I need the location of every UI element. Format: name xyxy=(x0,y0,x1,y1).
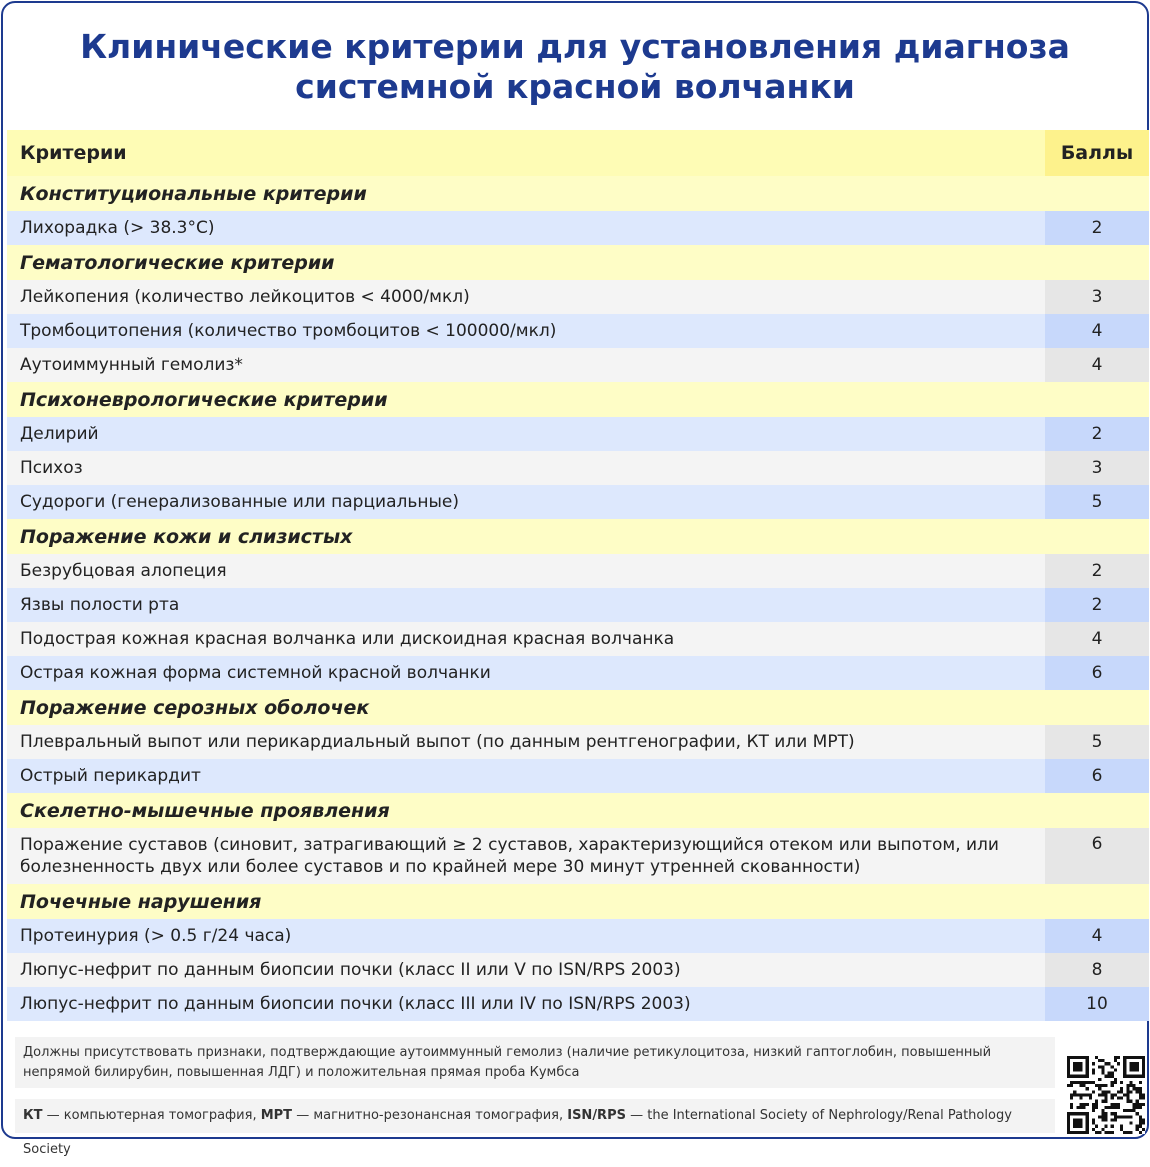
table-row xyxy=(7,725,1149,759)
table-body xyxy=(7,176,1149,1021)
section-points-cell xyxy=(1045,884,1149,919)
header-criteria: Критерии xyxy=(20,142,127,164)
criterion-text: Люпус-нефрит по данным биопсии почки (класс II или V по ISN/RPS 2003) xyxy=(7,953,1045,987)
criterion-points: 2 xyxy=(1045,417,1149,451)
abbreviations-note xyxy=(15,1099,1055,1157)
abbr-kt: КТ xyxy=(23,1108,43,1123)
criterion-text: Безрубцовая алопеция xyxy=(7,554,1045,588)
criterion-text: Делирий xyxy=(7,417,1045,451)
criterion-text: Острый перикардит xyxy=(7,759,1045,793)
criterion-points: 3 xyxy=(1045,280,1149,314)
header-points: Баллы xyxy=(1045,130,1149,176)
table-row xyxy=(7,348,1149,382)
abbr-isn-def: — the International Society of Nephrology/Renal Pathology Society xyxy=(23,1108,1012,1157)
criterion-points: 2 xyxy=(1045,588,1149,622)
abbr-kt-def: — компьютерная томография, xyxy=(42,1108,261,1123)
section-title: Почечные нарушения xyxy=(20,890,262,913)
table-row xyxy=(7,828,1149,884)
criterion-points: 5 xyxy=(1045,725,1149,759)
table-header xyxy=(7,130,1149,176)
abbr-isn: ISN/RPS xyxy=(567,1108,626,1123)
infographic-card xyxy=(1,1,1149,1157)
criterion-points: 3 xyxy=(1045,451,1149,485)
criterion-text: Лейкопения (количество лейкоцитов < 4000/мкл) xyxy=(7,280,1045,314)
title-line-2: системной красной волчанки xyxy=(295,67,855,106)
table-row xyxy=(7,987,1149,1021)
section-title: Психоневрологические критерии xyxy=(20,388,388,411)
table-row xyxy=(7,919,1149,953)
footnote: Должны присутствовать признаки, подтверждающие аутоиммунный гемолиз (наличие ретикулоцитоза, низкий гаптоглобин, повышенный непрямой билирубин, повышенная ЛДГ) и положительная прямая проба Кумбса xyxy=(15,1037,1055,1088)
section-points-cell xyxy=(1045,793,1149,828)
criteria-table xyxy=(7,130,1149,1021)
table-row xyxy=(7,485,1149,519)
section-title: Поражение серозных оболочек xyxy=(20,696,370,719)
criterion-points: 2 xyxy=(1045,211,1149,245)
table-row xyxy=(7,588,1149,622)
criterion-points: 4 xyxy=(1045,348,1149,382)
abbr-mrt-def: — магнитно-резонансная томография, xyxy=(292,1108,568,1123)
criterion-points: 6 xyxy=(1045,656,1149,690)
section-row xyxy=(7,382,1149,417)
criterion-text: Поражение суставов (синовит, затрагивающий ≥ 2 суставов, характеризующийся отеком или выпотом, или болезненность двух или более суставов и по крайней мере 30 минут утренней скованности) xyxy=(7,828,1045,884)
section-row xyxy=(7,793,1149,828)
table-row xyxy=(7,759,1149,793)
table-row xyxy=(7,622,1149,656)
criterion-points: 8 xyxy=(1045,953,1149,987)
criterion-text: Язвы полости рта xyxy=(7,588,1045,622)
title-line-1: Клинические критерии для установления диагноза xyxy=(80,27,1070,66)
qr-code-icon[interactable] xyxy=(1067,1056,1145,1134)
section-points-cell xyxy=(1045,176,1149,211)
section-title: Скелетно-мышечные проявления xyxy=(20,799,390,822)
table-row xyxy=(7,656,1149,690)
criterion-points: 4 xyxy=(1045,919,1149,953)
section-row xyxy=(7,176,1149,211)
criterion-text: Тромбоцитопения (количество тромбоцитов < 100000/мкл) xyxy=(7,314,1045,348)
criterion-points: 4 xyxy=(1045,622,1149,656)
section-row xyxy=(7,519,1149,554)
table-row xyxy=(7,211,1149,245)
section-title: Конституциональные критерии xyxy=(20,182,367,205)
section-row xyxy=(7,690,1149,725)
criterion-points: 10 xyxy=(1045,987,1149,1021)
criterion-points: 6 xyxy=(1045,828,1149,884)
section-row xyxy=(7,884,1149,919)
section-points-cell xyxy=(1045,690,1149,725)
section-row xyxy=(7,245,1149,280)
section-points-cell xyxy=(1045,245,1149,280)
table-row xyxy=(7,953,1149,987)
table-row xyxy=(7,314,1149,348)
table-row xyxy=(7,554,1149,588)
criterion-text: Плевральный выпот или перикардиальный выпот (по данным рентгенографии, КТ или МРТ) xyxy=(7,725,1045,759)
criterion-points: 2 xyxy=(1045,554,1149,588)
criterion-points: 4 xyxy=(1045,314,1149,348)
page-title xyxy=(3,27,1147,107)
section-title: Гематологические критерии xyxy=(20,251,335,274)
section-title: Поражение кожи и слизистых xyxy=(20,525,353,548)
table-row xyxy=(7,280,1149,314)
criterion-text: Судороги (генерализованные или парциальные) xyxy=(7,485,1045,519)
abbr-mrt: МРТ xyxy=(260,1108,293,1123)
table-row xyxy=(7,451,1149,485)
criterion-text: Люпус-нефрит по данным биопсии почки (класс III или IV по ISN/RPS 2003) xyxy=(7,987,1045,1021)
criterion-text: Острая кожная форма системной красной волчанки xyxy=(7,656,1045,690)
criterion-text: Подострая кожная красная волчанка или дискоидная красная волчанка xyxy=(7,622,1045,656)
section-points-cell xyxy=(1045,382,1149,417)
criterion-text: Аутоиммунный гемолиз* xyxy=(7,348,1045,382)
criterion-text: Лихорадка (> 38.3°C) xyxy=(7,211,1045,245)
criterion-points: 6 xyxy=(1045,759,1149,793)
table-row xyxy=(7,417,1149,451)
criterion-points: 5 xyxy=(1045,485,1149,519)
criterion-text: Психоз xyxy=(7,451,1045,485)
section-points-cell xyxy=(1045,519,1149,554)
criterion-text: Протеинурия (> 0.5 г/24 часа) xyxy=(7,919,1045,953)
